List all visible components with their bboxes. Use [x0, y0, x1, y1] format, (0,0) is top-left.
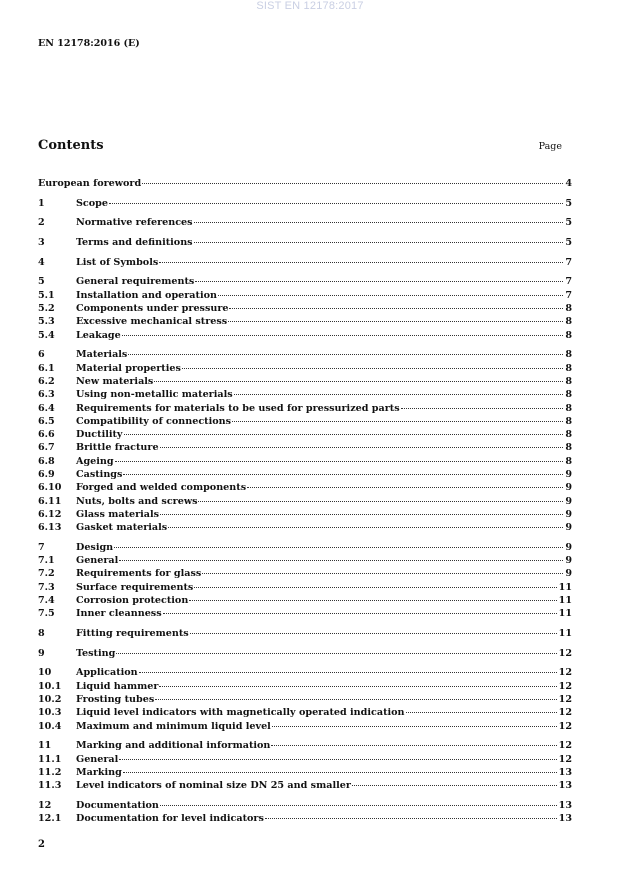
toc-entry-page: 12 [558, 720, 572, 732]
toc-entry-title: Components under pressure [76, 303, 229, 315]
toc-entry-number: 5.2 [38, 303, 55, 315]
toc-entry[interactable] [38, 627, 572, 640]
toc-entry-title: Forged and welded components [76, 482, 247, 494]
toc-entry-number: 12.1 [38, 813, 62, 825]
toc-entry-title: Normative references [76, 217, 193, 229]
toc-dot-leader [352, 785, 557, 786]
toc-entry-number: 6.5 [38, 415, 55, 427]
toc-entry-title: Nuts, bolts and screws [76, 495, 198, 507]
toc-dot-leader [123, 772, 557, 773]
toc-entry-page: 4 [565, 178, 572, 189]
toc-entry[interactable] [38, 177, 572, 190]
toc-dot-leader [182, 368, 563, 369]
toc-entry[interactable] [38, 521, 572, 534]
toc-entry-title: Liquid level indicators with magnetically operated indication [76, 707, 405, 719]
toc-entry-title: General requirements [76, 276, 195, 288]
toc-entry[interactable] [38, 415, 572, 428]
table-of-contents [38, 177, 572, 825]
toc-entry-number: 10.4 [38, 720, 62, 732]
toc-entry-page: 12 [558, 680, 572, 692]
toc-entry-page: 9 [565, 541, 572, 553]
toc-entry-page: 9 [565, 482, 572, 494]
toc-entry-number: 12 [38, 799, 52, 811]
page-number: 2 [38, 839, 45, 850]
toc-entry[interactable] [38, 766, 572, 779]
toc-dot-leader [234, 394, 564, 395]
toc-entry[interactable] [38, 302, 572, 315]
toc-entry-title: Maximum and minimum liquid level [76, 720, 271, 732]
toc-entry-title: Brittle fracture [76, 442, 159, 454]
toc-entry-number: 2 [38, 217, 45, 229]
toc-entry-title: New materials [76, 375, 154, 387]
toc-entry-title: Material properties [76, 362, 181, 374]
toc-entry-title: Using non-metallic materials [76, 389, 233, 401]
toc-entry[interactable] [38, 554, 572, 567]
toc-entry-page: 9 [565, 508, 572, 520]
toc-entry-number: 11.1 [38, 753, 62, 765]
toc-entry[interactable] [38, 388, 572, 401]
toc-dot-leader [155, 699, 556, 700]
toc-entry-title: Testing [76, 647, 116, 659]
toc-dot-leader [194, 242, 564, 243]
toc-entry-number: 11.2 [38, 766, 62, 778]
toc-entry-number: 6.2 [38, 375, 55, 387]
toc-entry-page: 8 [565, 303, 572, 315]
toc-entry-page: 5 [565, 237, 572, 249]
toc-entry-title: Surface requirements [76, 581, 194, 593]
toc-entry-title: Frosting tubes [76, 694, 155, 705]
toc-entry-title: Design [76, 541, 114, 553]
toc-entry-number: 6.9 [38, 468, 55, 480]
toc-dot-leader [160, 447, 564, 448]
toc-entry-title: Excessive mechanical stress [76, 316, 228, 328]
toc-entry-title: Requirements for glass [76, 568, 202, 580]
toc-entry[interactable] [38, 812, 572, 825]
toc-entry[interactable] [38, 441, 572, 454]
toc-entry-page: 8 [565, 402, 572, 414]
toc-dot-leader [229, 308, 563, 309]
toc-entry-number: 7.2 [38, 568, 55, 580]
toc-entry-page: 8 [565, 455, 572, 467]
toc-entry[interactable] [38, 495, 572, 508]
toc-entry-number: 6.7 [38, 442, 55, 454]
toc-dot-leader [154, 381, 563, 382]
toc-dot-leader [139, 672, 557, 673]
toc-entry-page: 8 [565, 316, 572, 328]
toc-entry-page: 8 [565, 375, 572, 387]
toc-entry-number: 10.2 [38, 694, 62, 705]
toc-entry-title: Gasket materials [76, 522, 168, 534]
toc-entry-page: 13 [558, 780, 572, 792]
toc-entry[interactable] [38, 375, 572, 388]
toc-dot-leader [194, 222, 564, 223]
toc-entry-number: 6.1 [38, 362, 55, 374]
toc-entry-title: Ageing [76, 455, 114, 467]
toc-entry[interactable] [38, 275, 572, 288]
toc-dot-leader [190, 633, 557, 634]
toc-entry[interactable] [38, 508, 572, 521]
toc-entry[interactable] [38, 315, 572, 328]
toc-entry[interactable] [38, 256, 572, 269]
toc-entry-page: 11 [558, 608, 572, 620]
toc-entry[interactable] [38, 647, 572, 660]
toc-entry-number: 7.3 [38, 581, 55, 593]
toc-dot-leader [194, 587, 556, 588]
toc-entry-page: 8 [565, 429, 572, 441]
page-column-heading: Page [538, 141, 562, 152]
toc-entry-number: 10.3 [38, 707, 62, 719]
toc-entry-number: 7.4 [38, 595, 55, 607]
toc-entry-page: 8 [565, 442, 572, 454]
toc-entry[interactable] [38, 706, 572, 719]
toc-entry-page: 7 [565, 256, 572, 268]
toc-entry-title: Level indicators of nominal size DN 25 and smaller [76, 780, 351, 792]
toc-entry[interactable] [38, 329, 572, 342]
toc-entry-title: Requirements for materials to be used for pressurized parts [76, 402, 400, 414]
toc-entry-page: 8 [565, 415, 572, 427]
toc-entry-page: 12 [558, 740, 572, 752]
toc-dot-leader [218, 295, 563, 296]
toc-dot-leader [160, 514, 563, 515]
toc-entry-title: General [76, 555, 119, 567]
toc-dot-leader [119, 560, 563, 561]
toc-entry-number: 5 [38, 276, 45, 288]
toc-entry[interactable] [38, 197, 572, 210]
toc-entry[interactable] [38, 236, 572, 249]
toc-entry-number: 5.4 [38, 329, 55, 341]
contents-title: Contents [38, 138, 104, 153]
toc-entry-number: 8 [38, 628, 45, 640]
toc-entry-title: Application [76, 667, 138, 679]
toc-entry-number: 5.3 [38, 316, 55, 328]
toc-entry[interactable] [38, 541, 572, 554]
toc-entry-title: Marking [76, 766, 122, 778]
toc-dot-leader [159, 686, 556, 687]
toc-entry-title: Castings [76, 468, 123, 480]
toc-dot-leader [122, 335, 564, 336]
document-id: EN 12178:2016 (E) [38, 38, 140, 49]
toc-dot-leader [163, 613, 557, 614]
toc-entry[interactable] [38, 666, 572, 679]
toc-dot-leader [195, 281, 563, 282]
toc-entry-page: 9 [565, 568, 572, 580]
toc-entry-number: 6.4 [38, 402, 55, 414]
toc-entry-page: 8 [565, 349, 572, 361]
toc-entry[interactable] [38, 680, 572, 693]
toc-entry-title: Liquid hammer [76, 680, 159, 692]
toc-dot-leader [124, 434, 564, 435]
toc-entry-number: 6.13 [38, 522, 62, 534]
toc-entry[interactable] [38, 289, 572, 302]
toc-entry[interactable] [38, 348, 572, 361]
toc-entry-title: General [76, 753, 119, 765]
toc-dot-leader [168, 527, 563, 528]
toc-entry-page: 11 [558, 581, 572, 593]
toc-entry-title: Marking and additional information [76, 740, 271, 752]
toc-entry-page: 9 [565, 522, 572, 534]
toc-entry-number: 6.10 [38, 482, 62, 494]
toc-dot-leader [271, 745, 556, 746]
toc-dot-leader [232, 421, 563, 422]
toc-entry-title: Scope [76, 197, 108, 209]
toc-entry[interactable] [38, 693, 572, 706]
toc-entry[interactable] [38, 594, 572, 607]
toc-entry-page: 12 [558, 647, 572, 659]
toc-entry[interactable] [38, 779, 572, 792]
toc-entry-page: 12 [558, 707, 572, 719]
toc-entry[interactable] [38, 567, 572, 580]
toc-entry-title: Installation and operation [76, 289, 217, 301]
toc-dot-leader [128, 354, 563, 355]
toc-entry-number: 11 [38, 740, 52, 752]
toc-dot-leader [265, 818, 557, 819]
toc-entry-title: Materials [76, 349, 128, 361]
toc-entry-page: 12 [558, 753, 572, 765]
toc-entry-number: 6.8 [38, 455, 55, 467]
toc-dot-leader [406, 712, 557, 713]
toc-entry-page: 12 [558, 694, 572, 705]
toc-entry-title: Compatibility of connections [76, 415, 232, 427]
toc-entry-page: 12 [558, 667, 572, 679]
toc-dot-leader [142, 183, 563, 184]
toc-entry-page: 9 [565, 555, 572, 567]
toc-dot-leader [109, 203, 563, 204]
toc-entry-number: 6.3 [38, 389, 55, 401]
toc-entry-page: 8 [565, 362, 572, 374]
toc-entry[interactable] [38, 799, 572, 812]
toc-dot-leader [160, 805, 557, 806]
toc-entry-number: 10 [38, 667, 52, 679]
toc-dot-leader [247, 487, 563, 488]
toc-entry-page: 8 [565, 389, 572, 401]
toc-entry-number: 6.11 [38, 495, 62, 507]
toc-entry[interactable] [38, 753, 572, 766]
toc-entry[interactable] [38, 720, 572, 733]
toc-entry-number: 6.6 [38, 429, 55, 441]
toc-entry-title: List of Symbols [76, 256, 159, 268]
toc-entry-number: 11.3 [38, 780, 62, 792]
toc-entry-number: 7 [38, 541, 45, 553]
toc-entry-page: 13 [558, 799, 572, 811]
toc-dot-leader [116, 653, 556, 654]
toc-dot-leader [198, 501, 563, 502]
toc-dot-leader [202, 573, 563, 574]
toc-dot-leader [123, 474, 563, 475]
toc-entry-title: European foreword [38, 178, 142, 189]
toc-entry-page: 11 [558, 628, 572, 640]
toc-entry[interactable] [38, 468, 572, 481]
toc-entry-page: 7 [565, 276, 572, 288]
toc-entry-number: 1 [38, 197, 45, 209]
toc-entry-number: 7.5 [38, 608, 55, 620]
toc-entry-title: Ductility [76, 429, 123, 441]
toc-entry-page: 5 [565, 197, 572, 209]
toc-entry-title: Leakage [76, 329, 121, 341]
toc-entry-number: 6.12 [38, 508, 62, 520]
toc-entry[interactable] [38, 607, 572, 620]
toc-entry-number: 4 [38, 256, 45, 268]
toc-entry-number: 6 [38, 349, 45, 361]
toc-dot-leader [119, 759, 556, 760]
toc-dot-leader [228, 321, 563, 322]
toc-entry[interactable] [38, 739, 572, 752]
toc-entry[interactable] [38, 581, 572, 594]
toc-entry[interactable] [38, 216, 572, 229]
toc-entry-title: Inner cleanness [76, 608, 162, 620]
toc-entry-number: 7.1 [38, 555, 55, 567]
toc-entry[interactable] [38, 402, 572, 415]
toc-entry-title: Glass materials [76, 508, 160, 520]
toc-entry-title: Documentation [76, 799, 159, 811]
toc-entry[interactable] [38, 455, 572, 468]
watermark: SIST EN 12178:2017 [256, 0, 364, 12]
toc-entry-page: 9 [565, 468, 572, 480]
toc-entry-number: 10.1 [38, 680, 62, 692]
toc-entry-title: Corrosion protection [76, 595, 189, 607]
toc-dot-leader [159, 262, 563, 263]
toc-entry-number: 9 [38, 647, 45, 659]
toc-entry-title: Fitting requirements [76, 628, 189, 640]
toc-entry-page: 9 [565, 495, 572, 507]
toc-entry-page: 8 [565, 329, 572, 341]
toc-entry-page: 5 [565, 217, 572, 229]
toc-entry-page: 13 [558, 766, 572, 778]
toc-dot-leader [272, 726, 557, 727]
toc-entry-title: Documentation for level indicators [76, 813, 264, 825]
toc-entry[interactable] [38, 481, 572, 494]
toc-entry-page: 7 [565, 289, 572, 301]
toc-entry-number: 3 [38, 237, 45, 249]
toc-dot-leader [401, 408, 564, 409]
toc-dot-leader [115, 461, 564, 462]
toc-dot-leader [114, 547, 563, 548]
toc-dot-leader [189, 600, 556, 601]
toc-entry[interactable] [38, 362, 572, 375]
toc-entry-number: 5.1 [38, 289, 55, 301]
toc-entry[interactable] [38, 428, 572, 441]
toc-entry-title: Terms and definitions [76, 237, 193, 249]
toc-entry-page: 11 [558, 595, 572, 607]
toc-entry-page: 13 [558, 813, 572, 825]
